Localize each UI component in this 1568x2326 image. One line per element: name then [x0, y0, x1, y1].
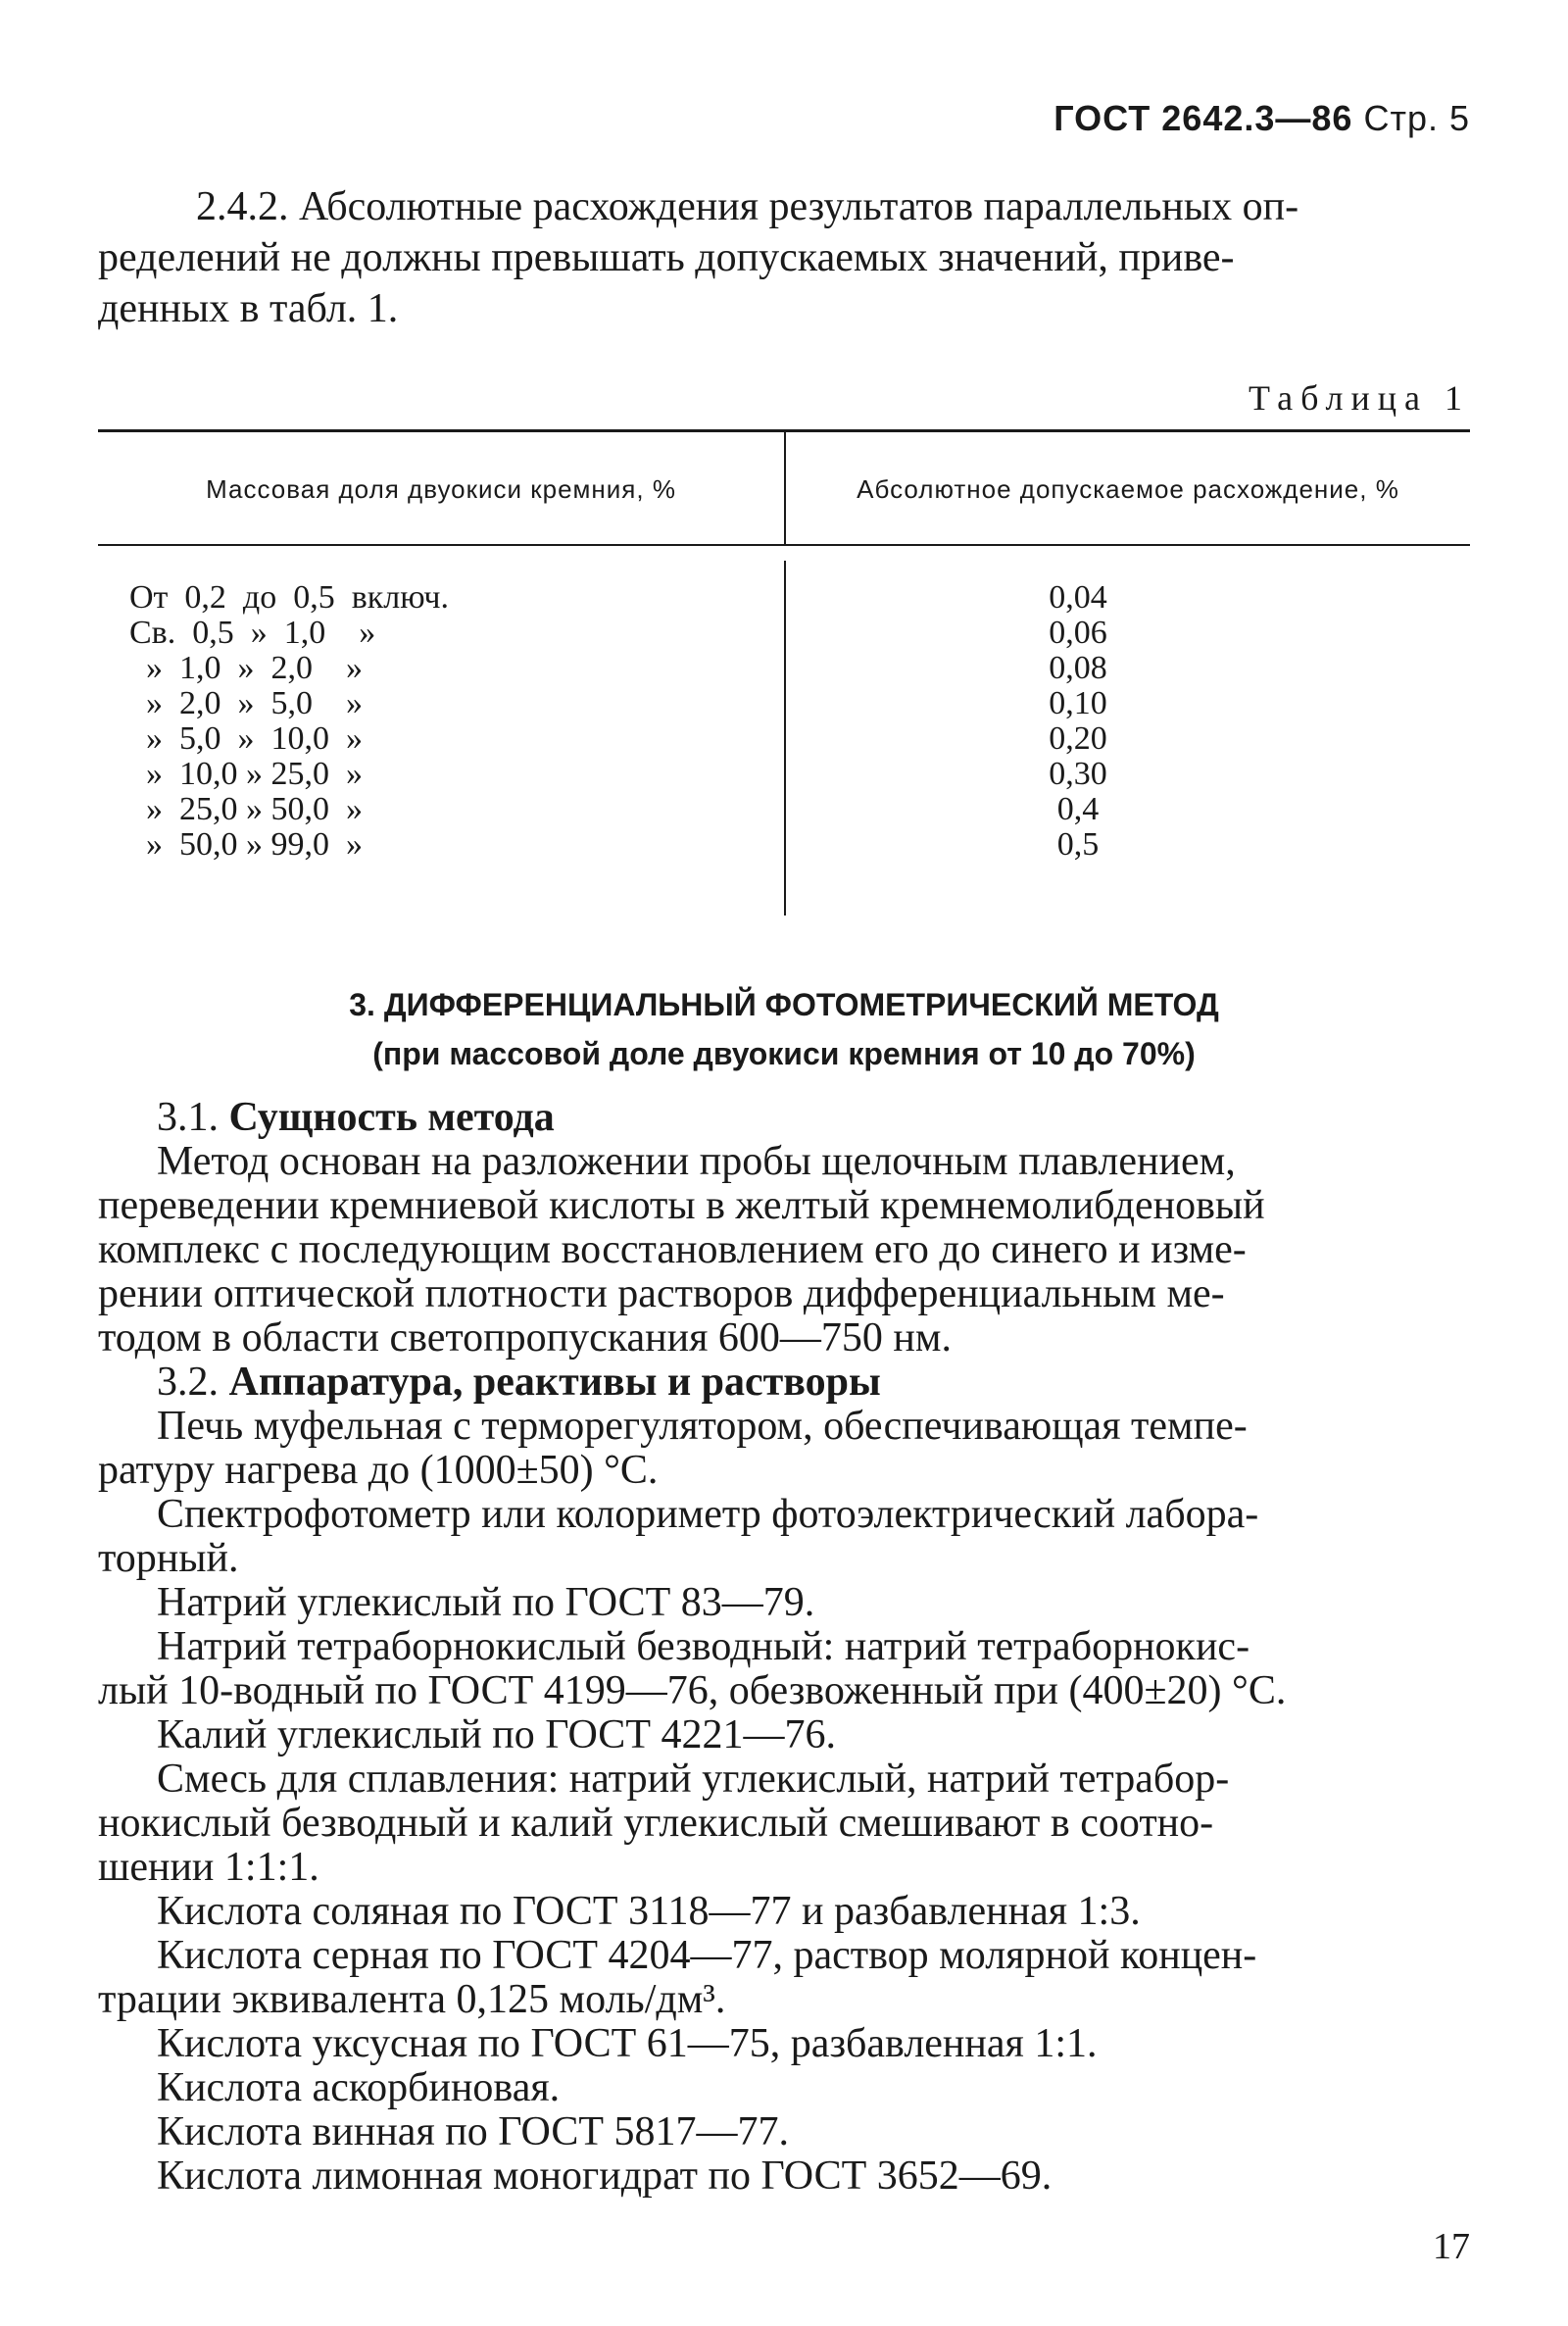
reagent-line: Кислота соляная по ГОСТ 3118—77 и разбавленная 1:3. — [157, 1889, 1141, 1934]
page-number: 17 — [1433, 2226, 1470, 2267]
reagent-line: Печь муфельная с терморегулятором, обеспечивающая темпе- — [157, 1404, 1248, 1449]
body-line: Метод основан на разложении пробы щелочным плавлением, — [157, 1139, 1236, 1184]
table-cell: » 1,0 » 2,0 » — [129, 650, 363, 686]
paragraph-2-4-2 — [98, 181, 1470, 334]
reagent-line: Кислота уксусная по ГОСТ 61—75, разбавленная 1:1. — [157, 2021, 1098, 2066]
reagent-line: Спектрофотометр или колориметр фотоэлектрический лабора- — [157, 1492, 1259, 1537]
table-cell: 0,5 — [1056, 826, 1100, 863]
gost-number: ГОСТ 2642.3—86 — [1054, 98, 1353, 138]
table-cell: 0,08 — [1049, 650, 1107, 686]
reagent-line: Кислота лимонная моногидрат по ГОСТ 3652—69. — [157, 2153, 1053, 2199]
reagent-line: Кислота аскорбиновая. — [157, 2065, 561, 2110]
reagent-line: ратуру нагрева до (1000±50) °С. — [98, 1448, 659, 1493]
table-header-cell: Массовая доля двуокиси кремния, % — [206, 474, 676, 504]
section-subtitle: (при массовой доле двуокиси кремния от 10 до 70%) — [372, 1036, 1196, 1071]
subsection-title: Аппаратура, реактивы и растворы — [228, 1360, 881, 1405]
para-line: 2.4.2. Абсолютные расхождения результатов параллельных оп- — [196, 184, 1299, 229]
table-cell: » 50,0 » 99,0 » — [129, 826, 363, 863]
table-cell: Св. 0,5 » 1,0 » — [129, 615, 376, 651]
table-body-divider — [784, 561, 786, 916]
reagent-line: лый 10-водный по ГОСТ 4199—76, обезвоженный при (400±20) °С. — [98, 1668, 1287, 1713]
subsection-number: 3.2. — [157, 1360, 219, 1405]
table-cell: 0,06 — [1049, 615, 1107, 651]
table-header-rule — [98, 544, 1470, 546]
table-cell: 0,20 — [1049, 720, 1107, 757]
table-cell: » 25,0 » 50,0 » — [129, 791, 363, 827]
para-line: денных в табл. 1. — [98, 286, 399, 331]
page-label: Стр. 5 — [1363, 98, 1470, 138]
table-cell: 0,10 — [1049, 685, 1107, 721]
reagent-line: нокислый безводный и калий углекислый смешивают в соотно- — [98, 1801, 1214, 1846]
section-body — [98, 1095, 1470, 2199]
reagent-line: трации эквивалента 0,125 моль/дм³. — [98, 1977, 726, 2022]
para-line: ределений не должны превышать допускаемых значений, приве- — [98, 235, 1235, 280]
reagent-line: шении 1:1:1. — [98, 1845, 319, 1890]
subsection-number: 3.1. — [157, 1095, 219, 1140]
table-cell: » 2,0 » 5,0 » — [129, 685, 363, 721]
reagent-line: Калий углекислый по ГОСТ 4221—76. — [157, 1712, 836, 1757]
table-caption: Таблица 1 — [1249, 378, 1470, 418]
table-cell: От 0,2 до 0,5 включ. — [129, 579, 449, 616]
table-cell: » 10,0 » 25,0 » — [129, 756, 363, 792]
page-header — [1054, 98, 1470, 139]
section-title: 3. ДИФФЕРЕНЦИАЛЬНЫЙ ФОТОМЕТРИЧЕСКИЙ МЕТОД — [349, 987, 1219, 1022]
reagent-line: торный. — [98, 1536, 239, 1581]
body-line: рении оптической плотности растворов дифференциальным ме- — [98, 1271, 1225, 1316]
reagent-line: Кислота винная по ГОСТ 5817—77. — [157, 2109, 789, 2154]
reagent-line: Натрий тетраборнокислый безводный: натрий тетраборнокис- — [157, 1624, 1250, 1669]
subsection-title: Сущность метода — [228, 1095, 555, 1140]
subsection-heading-3-2 — [157, 1361, 1470, 1405]
reagent-line: Кислота серная по ГОСТ 4204—77, раствор молярной концен- — [157, 1933, 1257, 1978]
table-cell: 0,04 — [1049, 579, 1107, 616]
subsection-heading-3-1 — [157, 1096, 1470, 1140]
table-cell: 0,4 — [1056, 791, 1100, 827]
reagent-line: Смесь для сплавления: натрий углекислый, натрий тетрабор- — [157, 1757, 1230, 1802]
body-line: тодом в области светопропускания 600—750 нм. — [98, 1315, 952, 1361]
reagent-line: Натрий углекислый по ГОСТ 83—79. — [157, 1580, 815, 1625]
table-cell: » 5,0 » 10,0 » — [129, 720, 363, 757]
table-left-column — [129, 580, 449, 863]
body-line: переведении кремниевой кислоты в желтый кремнемолибденовый — [98, 1183, 1265, 1228]
table-right-column — [980, 580, 1176, 863]
table-cell: 0,30 — [1049, 756, 1107, 792]
table-header-cell: Абсолютное допускаемое расхождение, % — [857, 474, 1399, 504]
body-line: комплекс с последующим восстановлением его до синего и изме- — [98, 1227, 1247, 1272]
